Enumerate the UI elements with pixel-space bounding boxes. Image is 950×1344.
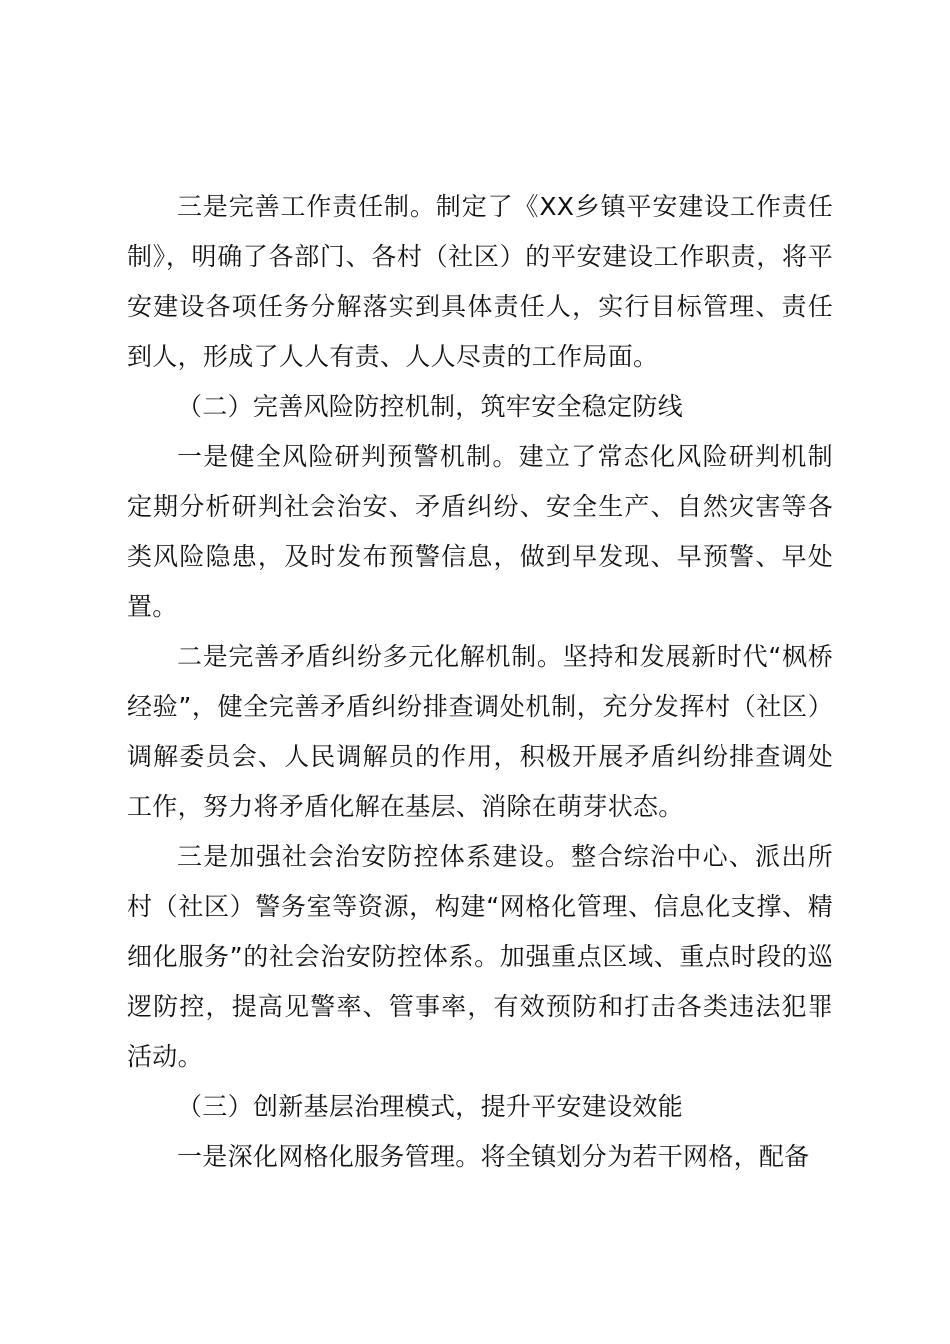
- document-body: [127, 182, 833, 1182]
- paragraph-risk-warning: 一是健全风险研判预警机制。建立了常态化风险研判机制定期分析研判社会治安、矛盾纠纷、安全生产、自然灾害等各类风险隐患，及时发布预警信息，做到早发现、早预警、早处置。: [127, 442, 833, 621]
- section-heading-governance: （三）创新基层治理模式，提升平安建设效能: [177, 1092, 684, 1121]
- paragraph-responsibility-system: 三是完善工作责任制。制定了《XX乡镇平安建设工作责任制》，明确了各部门、各村（社区）的平安建设工作职责，将平安建设各项任务分解落实到具体责任人，实行目标管理、责任到人，形成了人人有责、人人尽责的工作局面。: [127, 192, 833, 371]
- paragraph-grid-management: 一是深化网格化服务管理。将全镇划分为若干网格，配备: [177, 1142, 810, 1171]
- section-heading-risk-control: （二）完善风险防控机制，筑牢安全稳定防线: [177, 392, 684, 421]
- paragraph-dispute-resolution: 二是完善矛盾纠纷多元化解机制。坚持和发展新时代“枫桥经验”，健全完善矛盾纠纷排查调处机制，充分发挥村（社区）调解委员会、人民调解员的作用，积极开展矛盾纠纷排查调处工作，努力将矛盾化解在基层、消除在萌芽状态。: [127, 642, 833, 821]
- paragraph-public-security: 三是加强社会治安防控体系建设。整合综治中心、派出所村（社区）警务室等资源，构建“网格化管理、信息化支撑、精细化服务”的社会治安防控体系。加强重点区域、重点时段的巡逻防控，提高见警率、管事率，有效预防和打击各类违法犯罪活动。: [127, 842, 833, 1071]
